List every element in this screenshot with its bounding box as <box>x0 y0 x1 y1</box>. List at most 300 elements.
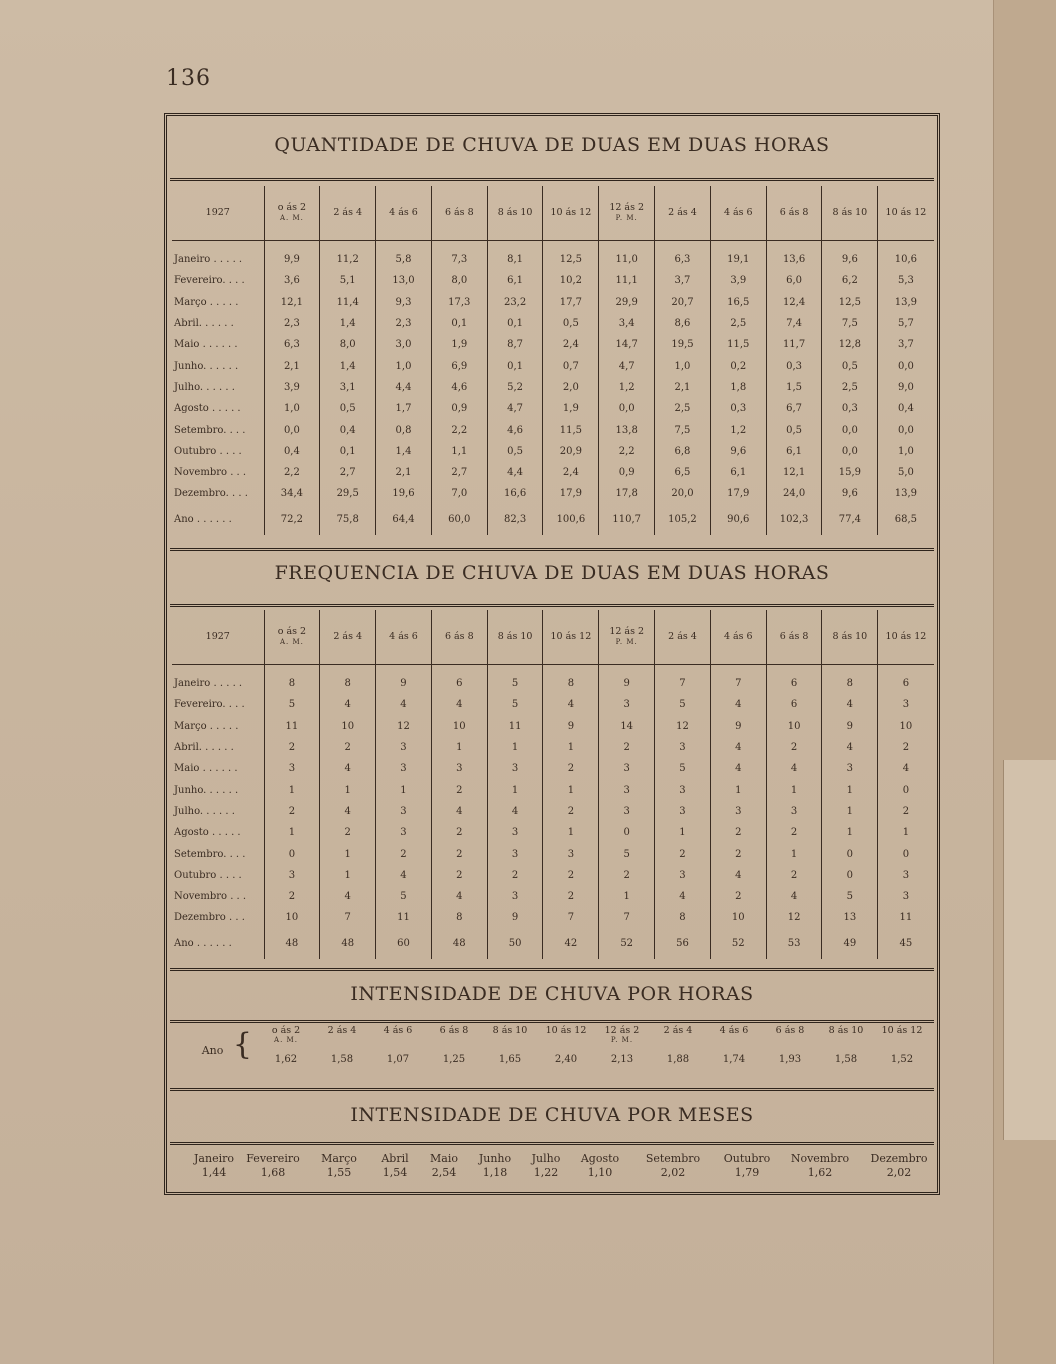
table-cell: 12 <box>376 716 432 737</box>
total-cell: 90,6 <box>710 505 766 535</box>
table-cell: 2 <box>264 886 320 907</box>
total-cell: 48 <box>431 929 487 959</box>
column-header <box>655 186 711 241</box>
table-cell: 16,6 <box>487 483 543 504</box>
table-cell: 11,5 <box>543 419 599 440</box>
table-row <box>172 865 934 886</box>
table-cell: 2,3 <box>264 313 320 334</box>
table-cell: 2,2 <box>431 419 487 440</box>
table-cell: 6,7 <box>766 398 822 419</box>
table-cell: 1,62 <box>807 1166 833 1179</box>
table-cell: 3 <box>655 801 711 822</box>
column-header-label: 10 ás 12 <box>550 207 592 218</box>
table-cell: 5 <box>655 694 711 715</box>
month-label: Novembro <box>790 1152 850 1165</box>
table-cell: 1 <box>822 801 878 822</box>
table-cell: 6,1 <box>710 462 766 483</box>
column-header-label: 2 ás 4 <box>333 207 363 218</box>
row-label: Julho. . . . . . <box>174 381 235 393</box>
month-label: Agosto <box>580 1152 620 1165</box>
table-cell: 1,7 <box>376 398 432 419</box>
table-cell: 1,68 <box>260 1166 286 1179</box>
table-row <box>172 483 934 504</box>
table-cell: 3 <box>599 801 655 822</box>
table-cell: 2 <box>543 865 599 886</box>
column-header-label: 4 ás 6 <box>389 631 418 642</box>
table-cell: 4 <box>543 694 599 715</box>
total-cell: 68,5 <box>878 505 934 535</box>
column-header-label: 6 ás 8 <box>779 207 809 218</box>
table-cell: 6,0 <box>766 270 822 291</box>
row-label: Setembro. . . . <box>174 424 246 436</box>
table-cell: 1,4 <box>376 441 432 462</box>
spacer-cell <box>822 241 878 250</box>
table-cell: 20,9 <box>543 441 599 462</box>
table-row <box>172 313 934 334</box>
column-header <box>599 610 655 665</box>
table-cell: 3 <box>487 758 543 779</box>
table-cell: 5 <box>655 758 711 779</box>
table-cell: 2 <box>431 779 487 800</box>
row-label: Outubro . . . . <box>174 445 242 457</box>
column-header-label: 4 ás 6 <box>719 1025 749 1036</box>
table-cell: 1 <box>320 865 376 886</box>
row-label: Dezembro. . . . <box>174 488 248 500</box>
table-cell: 1,0 <box>655 355 711 376</box>
table-cell: 17,8 <box>599 483 655 504</box>
column-header <box>878 610 934 665</box>
total-cell: 75,8 <box>320 505 376 535</box>
column-header-label: 6 ás 8 <box>444 631 474 642</box>
table-cell: 3 <box>878 694 934 715</box>
table-cell: 2 <box>487 865 543 886</box>
table-cell: 1,4 <box>320 313 376 334</box>
table-cell: 1,2 <box>710 419 766 440</box>
table-cell: 2,5 <box>822 377 878 398</box>
divider <box>170 968 934 971</box>
table-cell: 3 <box>599 779 655 800</box>
column-header-period: P. M. <box>610 1036 634 1044</box>
month-label: Março <box>321 1152 357 1165</box>
table-cell: 6,1 <box>766 441 822 462</box>
table-row <box>172 292 934 313</box>
total-cell: 102,3 <box>766 505 822 535</box>
table-cell: 11,4 <box>320 292 376 313</box>
table-cell: 0 <box>822 865 878 886</box>
row-label: Fevereiro. . . . <box>174 699 245 711</box>
table-cell: 1 <box>543 822 599 843</box>
column-header <box>314 1025 370 1044</box>
column-header <box>376 610 432 665</box>
table-row <box>172 398 934 419</box>
spacer-cell <box>543 665 599 674</box>
column-header <box>320 186 376 241</box>
table-cell: 2,1 <box>655 377 711 398</box>
table-cell: 1 <box>822 779 878 800</box>
column-header-label: 4 ás 6 <box>389 207 418 218</box>
column-header <box>710 610 766 665</box>
table-cell: 6,9 <box>431 355 487 376</box>
table-cell: 1 <box>543 779 599 800</box>
table-cell: 13,8 <box>599 419 655 440</box>
table-cell: 6,5 <box>655 462 711 483</box>
table-cell: 3 <box>710 801 766 822</box>
row-label: Janeiro . . . . . <box>174 678 243 690</box>
table-cell: 0,5 <box>487 441 543 462</box>
table-cell: 8,1 <box>487 249 543 270</box>
table-cell: 11 <box>376 907 432 928</box>
spacer-cell <box>599 665 655 674</box>
table-cell: 4 <box>655 886 711 907</box>
table-cell: 4,6 <box>487 419 543 440</box>
table-cell: 0,4 <box>264 441 320 462</box>
table-cell: 2 <box>766 737 822 758</box>
table-cell: 2 <box>431 843 487 864</box>
month-label: Setembro <box>645 1152 701 1165</box>
spacer-row <box>172 241 934 250</box>
table-row <box>172 886 934 907</box>
table-row <box>172 377 934 398</box>
table-cell: 5 <box>487 694 543 715</box>
table-cell: 2 <box>766 865 822 886</box>
table-row <box>172 673 934 694</box>
table-cell: 11,7 <box>766 334 822 355</box>
table-cell: 9 <box>822 716 878 737</box>
table-cell: 0,2 <box>710 355 766 376</box>
table-cell: 1 <box>543 737 599 758</box>
table-cell: 0 <box>264 843 320 864</box>
column-header <box>482 1025 538 1044</box>
spacer-cell <box>172 241 264 250</box>
divider <box>170 1020 934 1023</box>
table-cell: 1,79 <box>734 1166 760 1179</box>
table-cell: 0 <box>878 843 934 864</box>
table-cell: 13,9 <box>878 483 934 504</box>
column-header <box>599 186 655 241</box>
table-cell: 11 <box>487 716 543 737</box>
column-header <box>822 610 878 665</box>
table-cell: 3,7 <box>878 334 934 355</box>
table-cell: 12,1 <box>264 292 320 313</box>
table-row <box>172 270 934 291</box>
table-cell: 1,88 <box>666 1054 690 1065</box>
table-cell: 10,6 <box>878 249 934 270</box>
table-cell: 1,0 <box>376 355 432 376</box>
column-header <box>762 1025 818 1044</box>
column-header-label: 8 ás 10 <box>832 207 868 218</box>
table-cell: 2 <box>710 886 766 907</box>
month-label: Dezembro <box>870 1152 928 1165</box>
table-cell: 2 <box>655 843 711 864</box>
table-cell: 0,9 <box>431 398 487 419</box>
divider <box>170 1088 934 1091</box>
month-label: Julho <box>531 1152 561 1165</box>
column-header-label: 12 ás 2 <box>604 1025 640 1036</box>
table-cell: 0,4 <box>878 398 934 419</box>
total-cell: 72,2 <box>264 505 320 535</box>
table-cell: 0,0 <box>822 419 878 440</box>
table-cell: 7,0 <box>431 483 487 504</box>
spacer-cell <box>710 665 766 674</box>
total-cell: 48 <box>320 929 376 959</box>
table-cell: 3 <box>487 822 543 843</box>
table-cell: 0,0 <box>264 419 320 440</box>
table-cell: 29,9 <box>599 292 655 313</box>
table-row <box>172 822 934 843</box>
table-cell: 3 <box>766 801 822 822</box>
table-cell: 2,13 <box>610 1054 634 1065</box>
table-cell: 13,9 <box>878 292 934 313</box>
table-cell: 7 <box>655 673 711 694</box>
intensidade-meses-table <box>190 1152 936 1180</box>
month-label: Fevereiro <box>246 1152 300 1165</box>
table-cell: 5 <box>487 673 543 694</box>
divider <box>170 1142 934 1145</box>
spacer-cell <box>655 241 711 250</box>
total-label: Ano . . . . . . <box>174 514 232 526</box>
table-cell: 19,6 <box>376 483 432 504</box>
table-cell: 3 <box>376 737 432 758</box>
column-header <box>264 186 320 241</box>
intensidade-meses-title: INTENSIDADE DE CHUVA POR MESES <box>350 1104 754 1126</box>
table-cell: 3,1 <box>320 377 376 398</box>
table-cell: 1,9 <box>431 334 487 355</box>
column-header <box>487 186 543 241</box>
total-cell: 100,6 <box>543 505 599 535</box>
table-cell: 17,9 <box>710 483 766 504</box>
table-cell: 2,02 <box>886 1166 912 1179</box>
table-cell: 1,0 <box>264 398 320 419</box>
column-header-label: 2 ás 4 <box>333 631 363 642</box>
table-cell: 1 <box>376 779 432 800</box>
table-cell: 6 <box>766 694 822 715</box>
total-cell: 49 <box>822 929 878 959</box>
table-cell: 4 <box>822 737 878 758</box>
table-cell: 2 <box>264 801 320 822</box>
month-label: Janeiro <box>194 1152 234 1165</box>
table-cell: 2,4 <box>543 334 599 355</box>
table-cell: 3,0 <box>376 334 432 355</box>
table-cell: 11,5 <box>710 334 766 355</box>
table-cell: 24,0 <box>766 483 822 504</box>
row-label: Outubro . . . . <box>174 869 242 881</box>
table-cell: 2 <box>320 737 376 758</box>
table-cell: 10 <box>431 716 487 737</box>
intensidade-horas-title: INTENSIDADE DE CHUVA POR HORAS <box>350 983 754 1005</box>
table-cell: 4 <box>710 737 766 758</box>
total-cell: 45 <box>878 929 934 959</box>
row-label: Novembro . . . <box>174 467 247 479</box>
column-header-label: 10 ás 12 <box>545 1025 587 1036</box>
table-cell: 2 <box>543 886 599 907</box>
table-cell: 4 <box>320 801 376 822</box>
row-label: Maio . . . . . . <box>174 339 238 351</box>
table-cell: 1,07 <box>386 1054 410 1065</box>
table-row <box>172 758 934 779</box>
table-cell: 9,6 <box>710 441 766 462</box>
table-cell: 6,2 <box>822 270 878 291</box>
table-cell: 2,5 <box>710 313 766 334</box>
table-cell: 17,9 <box>543 483 599 504</box>
column-header-period: A. M. <box>279 214 304 222</box>
table-cell: 0,0 <box>822 441 878 462</box>
column-header-label: 8 ás 10 <box>492 1025 528 1036</box>
column-header <box>766 610 822 665</box>
column-header-label: 2 ás 4 <box>663 1025 693 1036</box>
table-cell: 4,7 <box>599 355 655 376</box>
table-cell: 3,4 <box>599 313 655 334</box>
table-cell: 9 <box>599 673 655 694</box>
table-row <box>172 462 934 483</box>
table-cell: 12,8 <box>822 334 878 355</box>
spacer-cell <box>766 241 822 250</box>
table-row <box>172 779 934 800</box>
total-cell: 82,3 <box>487 505 543 535</box>
table-cell: 3 <box>264 758 320 779</box>
divider <box>170 548 934 551</box>
table-cell: 7 <box>710 673 766 694</box>
table-cell: 2,7 <box>320 462 376 483</box>
table-cell: 0 <box>878 779 934 800</box>
table-cell: 17,3 <box>431 292 487 313</box>
table-cell: 4 <box>766 758 822 779</box>
table-cell: 1 <box>766 843 822 864</box>
table-cell: 2 <box>376 843 432 864</box>
table-row <box>172 441 934 462</box>
table-cell: 5,0 <box>878 462 934 483</box>
table-cell: 17,7 <box>543 292 599 313</box>
table-cell: 2,1 <box>376 462 432 483</box>
table-cell: 1,65 <box>498 1054 522 1065</box>
column-header <box>426 1025 482 1044</box>
table-cell: 4 <box>431 801 487 822</box>
table-cell: 4 <box>320 758 376 779</box>
table-cell: 9,3 <box>376 292 432 313</box>
table-cell: 10 <box>766 716 822 737</box>
table-cell: 2 <box>599 865 655 886</box>
table-cell: 19,1 <box>710 249 766 270</box>
table-cell: 12 <box>766 907 822 928</box>
column-header-label: 4 ás 6 <box>723 631 753 642</box>
table-cell: 1,1 <box>431 441 487 462</box>
table-cell: 1,8 <box>710 377 766 398</box>
table-cell: 2,5 <box>655 398 711 419</box>
column-header-label: 8 ás 10 <box>828 1025 864 1036</box>
row-label: Maio . . . . . . <box>174 763 238 775</box>
table-cell: 0,3 <box>710 398 766 419</box>
spacer-cell <box>431 241 487 250</box>
table-cell: 12,5 <box>822 292 878 313</box>
table-cell: 9 <box>543 716 599 737</box>
values-row <box>190 1166 936 1180</box>
table-cell: 0,9 <box>599 462 655 483</box>
table-row <box>172 716 934 737</box>
table-row <box>172 694 934 715</box>
table-cell: 1 <box>599 886 655 907</box>
table-cell: 9,6 <box>822 483 878 504</box>
table-cell: 12,4 <box>766 292 822 313</box>
table-cell: 2 <box>878 737 934 758</box>
table-row <box>172 907 934 928</box>
table-cell: 1,62 <box>274 1054 298 1065</box>
total-cell: 52 <box>599 929 655 959</box>
table-cell: 5 <box>599 843 655 864</box>
total-cell: 64,4 <box>376 505 432 535</box>
table-cell: 2 <box>710 822 766 843</box>
total-cell: 42 <box>543 929 599 959</box>
table-cell: 0,1 <box>487 355 543 376</box>
table-cell: 1 <box>487 779 543 800</box>
table-cell: 5,1 <box>320 270 376 291</box>
column-header <box>706 1025 762 1044</box>
table-cell: 1,54 <box>382 1166 408 1179</box>
column-header <box>376 186 432 241</box>
column-header-label: 8 ás 10 <box>497 631 533 642</box>
table-cell: 11 <box>878 907 934 928</box>
column-header <box>264 610 320 665</box>
table-cell: 11 <box>264 716 320 737</box>
table-cell: 4 <box>487 801 543 822</box>
table-cell: 10 <box>320 716 376 737</box>
table-cell: 29,5 <box>320 483 376 504</box>
table-cell: 2 <box>320 822 376 843</box>
table-cell: 0,3 <box>822 398 878 419</box>
table-cell: 3,9 <box>710 270 766 291</box>
table-cell: 13 <box>822 907 878 928</box>
month-label: Maio <box>430 1152 458 1165</box>
spacer-cell <box>487 665 543 674</box>
table-row <box>172 843 934 864</box>
table-cell: 0,4 <box>320 419 376 440</box>
table-row <box>172 249 934 270</box>
table-cell: 4 <box>431 886 487 907</box>
row-label: Dezembro . . . <box>174 912 245 924</box>
quantidade-title: QUANTIDADE DE CHUVA DE DUAS EM DUAS HORAS <box>274 134 830 156</box>
spacer-cell <box>822 665 878 674</box>
row-label: Setembro. . . . <box>174 848 246 860</box>
table-cell: 3,7 <box>655 270 711 291</box>
table-cell: 3 <box>487 886 543 907</box>
total-cell: 105,2 <box>655 505 711 535</box>
column-header-label: 12 ás 2 <box>609 202 645 213</box>
row-label: Agosto . . . . . <box>174 827 241 839</box>
table-cell: 3 <box>264 865 320 886</box>
total-cell: 53 <box>766 929 822 959</box>
table-cell: 6 <box>431 673 487 694</box>
table-cell: 0,0 <box>599 398 655 419</box>
column-header <box>543 186 599 241</box>
table-cell: 8,0 <box>320 334 376 355</box>
total-cell: 110,7 <box>599 505 655 535</box>
spacer-cell <box>264 665 320 674</box>
spacer-cell <box>878 241 934 250</box>
spacer-cell <box>376 241 432 250</box>
table-cell: 1 <box>710 779 766 800</box>
table-row <box>172 737 934 758</box>
table-cell: 3 <box>599 758 655 779</box>
table-cell: 8 <box>543 673 599 694</box>
table-cell: 1 <box>264 779 320 800</box>
table-cell: 14 <box>599 716 655 737</box>
table-cell: 2 <box>710 843 766 864</box>
table-cell: 0,1 <box>320 441 376 462</box>
column-header <box>822 186 878 241</box>
table-row <box>172 355 934 376</box>
table-cell: 4,7 <box>487 398 543 419</box>
table-cell: 8,6 <box>655 313 711 334</box>
column-header-label: o ás 2 <box>271 1025 301 1036</box>
table-cell: 10 <box>878 716 934 737</box>
